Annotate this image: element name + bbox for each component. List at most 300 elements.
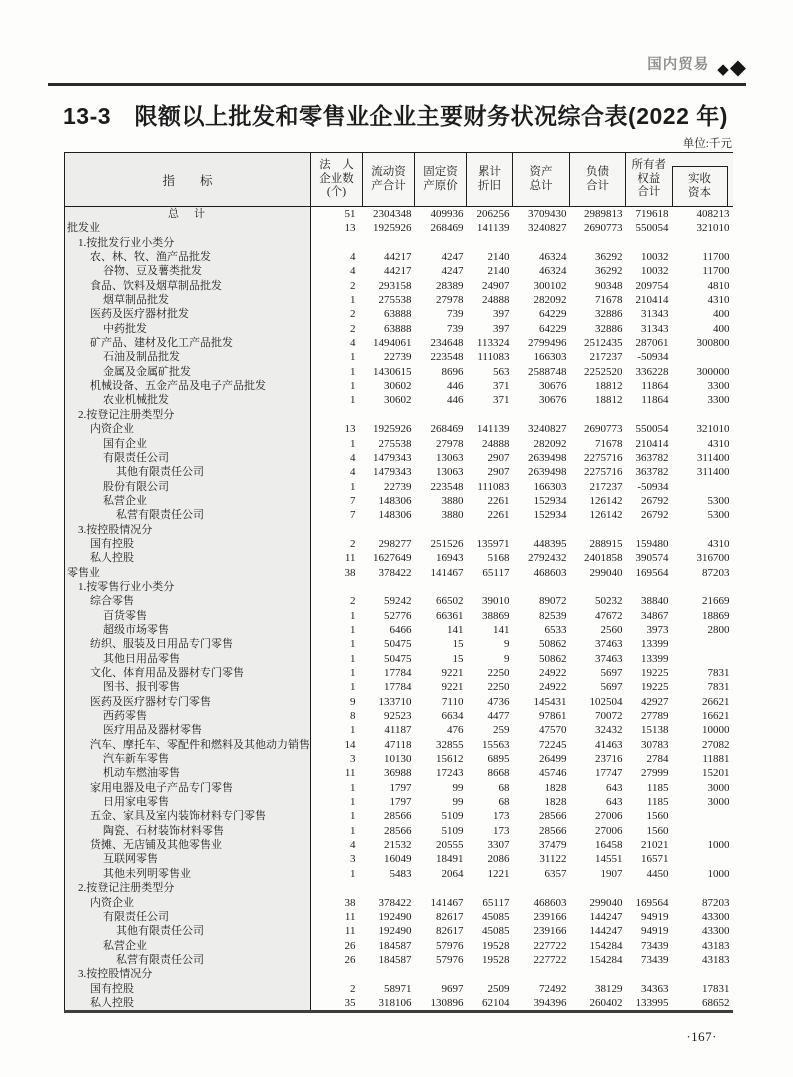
cell-value: 3880 (441, 509, 464, 522)
cell-value: 287061 (635, 337, 669, 350)
table-row (65, 766, 733, 780)
cell-value: 299040 (589, 566, 623, 579)
cell-value (513, 881, 570, 895)
cell-value: 3973 (646, 623, 669, 636)
cell-value: 5168 (487, 552, 510, 565)
cell-value: 1479343 (373, 451, 412, 464)
cell-value: 2512435 (584, 337, 623, 350)
cell-value: 21532 (384, 839, 412, 852)
cell-value: 6466 (389, 623, 412, 636)
cell-value: -50934 (637, 480, 669, 493)
table-row (65, 523, 733, 537)
table-row (65, 953, 733, 967)
cell-value: 43183 (702, 953, 730, 966)
cell-value: 16943 (436, 552, 464, 565)
table-row (65, 293, 733, 307)
cell-value: 97861 (539, 710, 567, 723)
cell-value (672, 824, 733, 838)
cell-value: 87203 (702, 566, 730, 579)
row-label: 日用家电零售 (65, 795, 311, 809)
table-row (65, 996, 733, 1012)
cell-value (415, 967, 467, 981)
cell-value (363, 967, 415, 981)
cell-value: 2560 (600, 623, 623, 636)
table-row (65, 609, 733, 623)
cell-value: 50475 (384, 652, 412, 665)
cell-value (415, 881, 467, 895)
cell-value: 36988 (384, 767, 412, 780)
cell-value: 169564 (635, 896, 669, 909)
cell-value: 17784 (384, 667, 412, 679)
cell-value: 28566 (384, 810, 412, 823)
cell-value: 1221 (487, 867, 510, 880)
row-label: 3.按控股情况分 (65, 967, 311, 981)
cell-value: 209754 (635, 279, 669, 292)
table-row (65, 867, 733, 881)
cell-value: 1 (350, 394, 356, 407)
cell-value (311, 236, 363, 250)
cell-value: 1 (350, 652, 356, 665)
cell-value (363, 580, 415, 594)
cell-value: 2799496 (528, 337, 567, 350)
row-label: 股份有限公司 (65, 480, 311, 494)
cell-value: 2588748 (528, 365, 567, 378)
cell-value: 363782 (635, 451, 669, 464)
cell-value (626, 523, 672, 537)
cell-value: 113324 (476, 337, 510, 350)
cell-value: 4310 (707, 537, 730, 550)
cell-value: 468603 (533, 566, 567, 579)
cell-value: 2690773 (584, 222, 623, 235)
cell-value: 192490 (378, 925, 412, 938)
cell-value: 50862 (539, 638, 567, 651)
cell-value: 1828 (544, 796, 567, 809)
table-row (65, 896, 733, 910)
cell-value: 2690773 (584, 423, 623, 436)
cell-value: 1 (350, 365, 356, 378)
cell-value: 1 (350, 638, 356, 651)
cell-value: 111083 (477, 480, 510, 493)
cell-value: 19528 (482, 939, 510, 952)
row-label: 3.按控股情况分 (65, 523, 311, 537)
cell-value (467, 580, 513, 594)
cell-value: 154284 (589, 939, 623, 952)
cell-value: 282092 (533, 437, 567, 450)
cell-value: 4 (350, 265, 356, 278)
cell-value (467, 408, 513, 422)
cell-value: 2250 (487, 667, 510, 679)
cell-value: 2 (350, 595, 356, 608)
cell-value: 2639498 (528, 466, 567, 479)
row-label: 综合零售 (65, 594, 311, 608)
cell-value: 30783 (641, 738, 669, 751)
cell-value: 1 (350, 380, 356, 393)
cell-value: 6533 (544, 623, 567, 636)
cell-value: 9 (504, 638, 510, 651)
cell-value: 17747 (595, 767, 623, 780)
cell-value: 90348 (595, 279, 623, 292)
cell-value: 206256 (476, 208, 510, 220)
cell-value: 260402 (589, 996, 623, 1009)
cell-value: 39010 (482, 595, 510, 608)
cell-value: 16571 (641, 853, 669, 866)
cell-value: 5697 (600, 681, 623, 694)
cell-value: 1 (350, 867, 356, 880)
row-label: 医药及医疗器材专门零售 (65, 695, 311, 709)
page-number: ·167· (686, 1029, 717, 1044)
cell-value: 11 (344, 767, 356, 780)
col-total-assets: 资产 总计 (513, 153, 570, 207)
cell-value: 45085 (482, 910, 510, 923)
cell-value: 14551 (595, 853, 623, 866)
cell-value (467, 967, 513, 981)
table-row (65, 795, 733, 809)
cell-value (570, 967, 626, 981)
cell-value: 166303 (533, 480, 567, 493)
cell-value: 1925926 (373, 222, 412, 235)
cell-value: 21669 (702, 595, 730, 608)
cell-value: 15612 (436, 753, 464, 766)
cell-value: 148306 (378, 494, 412, 507)
row-label: 内资企业 (65, 896, 311, 910)
cell-value: 89072 (539, 595, 567, 608)
cell-value: 4247 (441, 265, 464, 278)
cell-value: 30602 (384, 380, 412, 393)
table-row (65, 982, 733, 996)
cell-value: 210414 (635, 437, 669, 450)
cell-value: 145431 (533, 695, 567, 708)
cell-value: 38869 (482, 609, 510, 622)
row-label: 纺织、服装及日用品专门零售 (65, 637, 311, 651)
cell-value: 4450 (646, 867, 669, 880)
cell-value: 19225 (641, 667, 669, 679)
cell-value: 4 (350, 337, 356, 350)
table-row (65, 221, 733, 235)
cell-value: 3 (350, 753, 356, 766)
cell-value: 38 (344, 566, 356, 579)
cell-value (513, 408, 570, 422)
cell-value: 251526 (430, 537, 464, 550)
cell-value: 173 (493, 824, 510, 837)
cell-value: 24907 (482, 279, 510, 292)
cell-value: 9221 (441, 681, 464, 694)
row-label: 五金、家具及室内装饰材料专门零售 (65, 809, 311, 823)
cell-value: 22739 (384, 351, 412, 364)
cell-value: 63888 (384, 322, 412, 335)
cell-value: 2907 (487, 466, 510, 479)
table-row (65, 451, 733, 465)
cell-value: 275538 (378, 294, 412, 307)
cell-value: 643 (606, 796, 623, 809)
cell-value: 20555 (436, 839, 464, 852)
cell-value: 3709430 (528, 208, 567, 220)
cell-value: 2 (350, 537, 356, 550)
cell-value: 63888 (384, 308, 412, 321)
cell-value: 126142 (589, 494, 623, 507)
cell-value: 34867 (641, 609, 669, 622)
cell-value (672, 236, 733, 250)
cell-value: 316700 (696, 552, 730, 565)
header-rule (48, 83, 746, 86)
cell-value: 4310 (707, 294, 730, 307)
cell-value: 3000 (707, 796, 730, 809)
table-row (65, 408, 733, 422)
row-label: 汽车新车零售 (65, 752, 311, 766)
cell-value: 73439 (641, 953, 669, 966)
row-label: 机械设备、五金产品及电子产品批发 (65, 379, 311, 393)
cell-value: 152934 (533, 509, 567, 522)
cell-value: 28566 (539, 810, 567, 823)
cell-value: 13399 (641, 652, 669, 665)
cell-value: 50862 (539, 652, 567, 665)
table-row (65, 637, 733, 651)
cell-value (570, 580, 626, 594)
row-label: 私营企业 (65, 494, 311, 508)
cell-value: 400 (713, 308, 730, 321)
cell-value: 19528 (482, 953, 510, 966)
cell-value: 4 (350, 451, 356, 464)
cell-value: 311400 (696, 466, 730, 479)
cell-value (672, 480, 733, 494)
col-current-assets: 流动资 产合计 (363, 153, 415, 207)
table-row (65, 465, 733, 479)
cell-value: 5109 (441, 810, 464, 823)
cell-value: 92523 (384, 710, 412, 723)
cell-value: 1 (350, 796, 356, 809)
cell-value (672, 967, 733, 981)
row-label: 陶瓷、石材装饰材料零售 (65, 824, 311, 838)
cell-value: 22739 (384, 480, 412, 493)
table-body (65, 207, 733, 1012)
cell-value: 2064 (441, 867, 464, 880)
cell-value: 5300 (707, 509, 730, 522)
cell-value: 2275716 (584, 451, 623, 464)
cell-value: 282092 (533, 294, 567, 307)
cell-value: 46324 (539, 265, 567, 278)
cell-value: 5697 (600, 667, 623, 679)
cell-value: 446 (447, 394, 464, 407)
cell-value (311, 881, 363, 895)
cell-value: 34363 (641, 982, 669, 995)
cell-value: 293158 (378, 279, 412, 292)
table-row (65, 967, 733, 981)
page-title: 13-3 限额以上批发和零售业企业主要财务状况综合表(2022 年) (63, 103, 728, 129)
table-row (65, 580, 733, 594)
cell-value: 24888 (482, 437, 510, 450)
cell-value: 15563 (482, 738, 510, 751)
col-fixed-assets-original: 固定资 产原价 (415, 153, 467, 207)
cell-value: 643 (606, 781, 623, 794)
cell-value: 563 (493, 365, 510, 378)
diamond-small-icon: ◆ (717, 61, 729, 78)
cell-value (672, 350, 733, 364)
cell-value: 10032 (641, 251, 669, 264)
cell-value: 371 (493, 394, 510, 407)
cell-value: 184587 (378, 939, 412, 952)
cell-value: 10130 (384, 753, 412, 766)
cell-value: 133710 (378, 695, 412, 708)
cell-value (672, 652, 733, 666)
cell-value: 3880 (441, 494, 464, 507)
row-label: 医疗用品及器材零售 (65, 723, 311, 737)
cell-value: 71678 (595, 437, 623, 450)
cell-value: 27978 (436, 437, 464, 450)
row-label: 其他有限责任公司 (65, 465, 311, 479)
cell-value: 38 (344, 896, 356, 909)
cell-value: 99 (452, 781, 464, 794)
cell-value: 7831 (707, 681, 730, 694)
cell-value: 50232 (595, 595, 623, 608)
cell-value: 288915 (589, 537, 623, 550)
cell-value: 1 (350, 294, 356, 307)
cell-value: 94919 (641, 910, 669, 923)
cell-value: 46324 (539, 251, 567, 264)
table-row (65, 652, 733, 666)
row-label: 私营有限责任公司 (65, 508, 311, 522)
table-row (65, 551, 733, 565)
table-row (65, 365, 733, 379)
table-row (65, 809, 733, 823)
cell-value: 3300 (707, 394, 730, 407)
cell-value (311, 523, 363, 537)
cell-value: 173 (493, 810, 510, 823)
row-label: 文化、体育用品及器材专门零售 (65, 666, 311, 680)
cell-value: 141139 (476, 222, 510, 235)
row-label: 互联网零售 (65, 852, 311, 866)
cell-value: 26 (344, 939, 356, 952)
cell-value (570, 236, 626, 250)
cell-value (672, 881, 733, 895)
cell-value: 11 (344, 552, 356, 565)
cell-value: 38840 (641, 595, 669, 608)
cell-value: 18812 (595, 394, 623, 407)
cell-value: 10032 (641, 265, 669, 278)
table-row (65, 666, 733, 680)
cell-value: 1185 (646, 781, 669, 794)
cell-value: 30602 (384, 394, 412, 407)
cell-value: 468603 (533, 896, 567, 909)
row-label: 国有控股 (65, 537, 311, 551)
cell-value: 47118 (384, 738, 412, 751)
cell-value: 378422 (378, 896, 412, 909)
cell-value: 135971 (476, 537, 510, 550)
cell-value: 2989813 (584, 208, 623, 220)
row-label: 农、林、牧、渔产品批发 (65, 250, 311, 264)
table-row (65, 250, 733, 264)
cell-value: 141139 (476, 423, 510, 436)
cell-value: 24888 (482, 294, 510, 307)
cell-value: 4810 (707, 279, 730, 292)
table-row (65, 566, 733, 580)
cell-value: 11 (344, 910, 356, 923)
table-row (65, 709, 733, 723)
cell-value: 408213 (696, 208, 730, 220)
cell-value: 99 (452, 796, 464, 809)
cell-value: 13 (344, 423, 356, 436)
cell-value: 234648 (430, 337, 464, 350)
row-label: 汽车、摩托车、零配件和燃料及其他动力销售 (65, 738, 311, 752)
table-row (65, 264, 733, 278)
cell-value: 2907 (487, 451, 510, 464)
cell-value: 47672 (595, 609, 623, 622)
cell-value: 32432 (595, 724, 623, 737)
cell-value: 111083 (477, 351, 510, 364)
cell-value: 9 (504, 652, 510, 665)
cell-value: 1 (350, 437, 356, 450)
cell-value: 166303 (533, 351, 567, 364)
cell-value: 26499 (539, 753, 567, 766)
cell-value: 336228 (635, 365, 669, 378)
cell-value: 24922 (539, 681, 567, 694)
cell-value: 37463 (595, 638, 623, 651)
cell-value (672, 809, 733, 823)
cell-value: 1000 (707, 839, 730, 852)
cell-value: 52776 (384, 609, 412, 622)
cell-value: 28566 (539, 824, 567, 837)
cell-value (626, 967, 672, 981)
cell-value: 57976 (436, 953, 464, 966)
cell-value: 13063 (436, 451, 464, 464)
cell-value: 65117 (482, 566, 510, 579)
cell-value: 2252520 (584, 365, 623, 378)
cell-value: 363782 (635, 466, 669, 479)
cell-value: 45085 (482, 925, 510, 938)
cell-value: 82617 (436, 910, 464, 923)
cell-value: 16458 (595, 839, 623, 852)
cell-value (570, 523, 626, 537)
cell-value: 1 (350, 824, 356, 837)
cell-value: 11700 (702, 251, 730, 264)
table-row (65, 781, 733, 795)
cell-value: 7831 (707, 667, 730, 679)
cell-value (311, 967, 363, 981)
cell-value (363, 408, 415, 422)
cell-value: 102504 (589, 695, 623, 708)
cell-value (626, 881, 672, 895)
cell-value: 32886 (595, 308, 623, 321)
cell-value: 26792 (641, 509, 669, 522)
cell-value: 210414 (635, 294, 669, 307)
cell-value (363, 523, 415, 537)
cell-value: 10000 (702, 724, 730, 737)
cell-value: 14 (344, 738, 356, 751)
table-row (65, 537, 733, 551)
cell-value: 15 (452, 652, 464, 665)
row-label: 私营企业 (65, 939, 311, 953)
table-row (65, 680, 733, 694)
cell-value: 141 (447, 623, 464, 636)
cell-value (311, 408, 363, 422)
cell-value: 65117 (482, 896, 510, 909)
cell-value: 15 (452, 638, 464, 651)
row-label: 私营有限责任公司 (65, 953, 311, 967)
cell-value: 2 (350, 279, 356, 292)
cell-value: 2261 (487, 494, 510, 507)
cell-value: 17784 (384, 681, 412, 694)
cell-value: 239166 (533, 910, 567, 923)
cell-value: 18812 (595, 380, 623, 393)
cell-value: 184587 (378, 953, 412, 966)
cell-value: 321010 (696, 222, 730, 235)
row-label: 批发业 (65, 221, 311, 235)
row-label: 1.按批发行业小类分 (65, 236, 311, 250)
cell-value: 476 (447, 724, 464, 737)
cell-value: 719618 (635, 208, 669, 220)
table-row (65, 422, 733, 436)
cell-value: 1000 (707, 867, 730, 880)
row-label: 机动车燃油零售 (65, 766, 311, 780)
cell-value: 82617 (436, 925, 464, 938)
